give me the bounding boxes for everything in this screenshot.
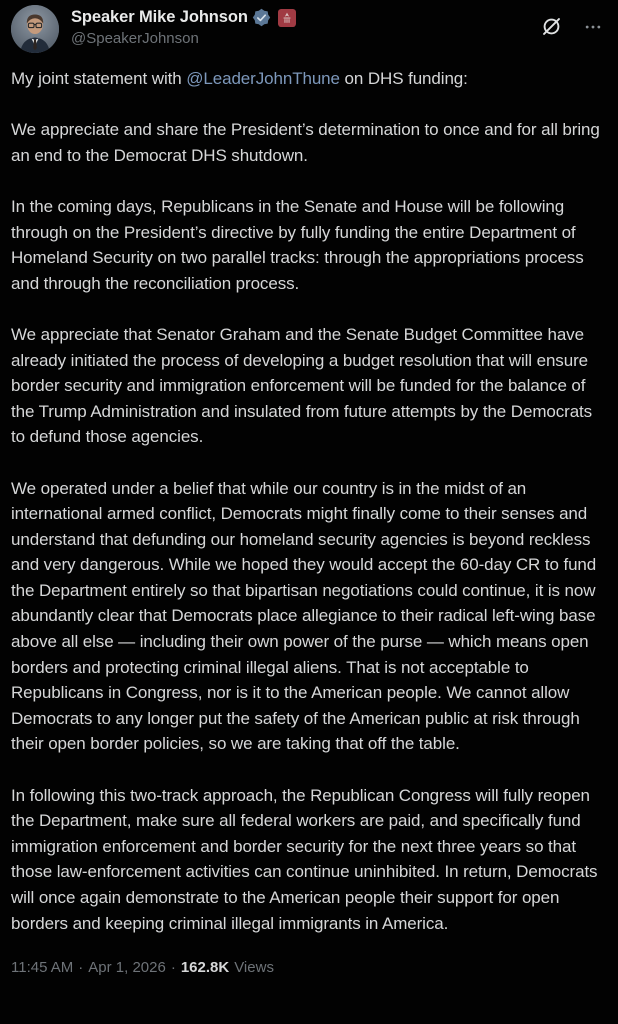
avatar-photo-placeholder xyxy=(11,5,59,53)
user-handle[interactable]: @SpeakerJohnson xyxy=(71,30,199,47)
lead-text-prefix: My joint statement with xyxy=(11,69,187,88)
affiliate-badge-icon[interactable] xyxy=(278,9,296,27)
tweet-paragraph: We appreciate and share the President’s determination to once and for all bring an end to the Democrat DHS shutdown. xyxy=(11,120,600,165)
views-count[interactable]: 162.8K xyxy=(180,959,230,977)
tweet-paragraph: We appreciate that Senator Graham and the Senate Budget Committee have already initiated the process of developing a budget resolution that will ensure border security and immigration enforcement will be funded for the balance of the Trump Administration and insulated from future attempts by the Democrats to defund those agencies. xyxy=(11,324,593,447)
tweet-paragraph: In following this two-track approach, the Republican Congress will fully reopen the Department, make sure all federal workers are paid, and specifically fund immigration enforcement and border security for the next three years so that those law-enforcement activities can continue uninhibited. In return, Democrats will once again demonstrate to the American people their support for open borders and keeping criminal illegal immigrants in America. xyxy=(11,785,598,933)
meta-separator: · xyxy=(78,959,84,977)
avatar[interactable] xyxy=(11,5,59,53)
grok-icon[interactable] xyxy=(540,15,563,38)
tweet-lead-paragraph xyxy=(11,66,607,92)
tweet-paragraph: We operated under a belief that while our country is in the midst of an international armed conflict, Democrats might finally come to their senses and understand that defunding our homeland security agencies is beyond reckless and very dangerous. While we hoped they would accept the 60-day CR to fund the Department entirely so that bipartisan negotiations could continue, it is now abundantly clear that Democrats place allegiance to their radical left-wing base above all else — including their own power of the purse — which means open borders and protecting criminal illegal aliens. That is not acceptable to Republicans in Congress, nor is it to the American people. We cannot allow Democrats to any longer put the safety of the American public at risk through their open border policies, so we are taking that off the table. xyxy=(11,478,597,754)
display-name[interactable]: Speaker Mike Johnson xyxy=(71,8,248,26)
user-identity xyxy=(71,5,540,47)
tweet-paragraph: In the coming days, Republicans in the Senate and House will be following through on the President’s directive by fully funding the entire Department of Homeland Security on two parallel tracks: through the appropriations process and through the reconciliation process. xyxy=(11,196,584,293)
meta-separator: · xyxy=(170,959,176,977)
tweet-text xyxy=(11,66,607,936)
verified-badge-icon xyxy=(252,8,271,27)
header-actions xyxy=(540,15,603,38)
more-options-icon[interactable] xyxy=(583,17,603,37)
tweet-header xyxy=(11,0,607,53)
timestamp-time: 11:45 AM xyxy=(11,959,74,977)
mention-link[interactable]: @LeaderJohnThune xyxy=(186,69,340,88)
tweet-meta xyxy=(11,959,607,976)
lead-text-suffix: on DHS funding: xyxy=(339,69,468,88)
timestamp-date: Apr 1, 2026 xyxy=(88,959,166,977)
views-label: Views xyxy=(234,959,274,977)
